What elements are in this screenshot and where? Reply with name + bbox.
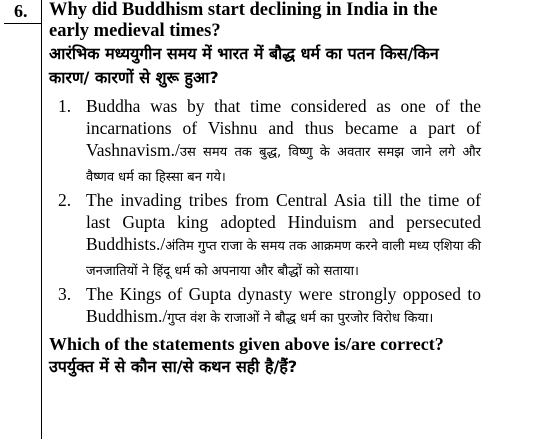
statement-text-hindi: गुप्त वंश के राजाओं ने बौद्ध धर्म का पुरजोर विरोध किया। (167, 311, 434, 326)
statement-text-hindi: उस समय तक बुद्ध, विष्णु के अवतार समझ जाने लगे और वैष्णव धर्म का हिस्सा बन गये। (86, 145, 481, 185)
statement-list (49, 95, 481, 330)
statement-text-english: The Kings of Gupta dynasty were strongly opposed to Buddhism./ (86, 284, 481, 326)
question-number: 6. (14, 1, 28, 21)
statement-text-hindi: अंतिम गुप्त राजा के समय तक आक्रमण करने वाली मध्य एशिया की जनजातियों ने हिंदू धर्म को अपनाया और बौद्धों को सताया। (86, 239, 481, 279)
statement-number: 2. (58, 190, 72, 210)
question-text-hindi: आरंभिक मध्ययुगीन समय में भारत में बौद्ध धर्म का पतन किस/किन कारण/ कारणों से शुरू हुआ? (49, 44, 439, 87)
statement-number: 3. (58, 284, 72, 304)
margin-rule (41, 0, 42, 439)
statement-text-english: Buddha was by that time considered as one of the incarnations of Vishnu and thus became a part of Vashnavism./ (86, 96, 481, 160)
statement-item-3 (58, 283, 481, 330)
number-rule (4, 23, 41, 24)
prompt-text-english: Which of the statements given above is/are correct? (49, 334, 444, 354)
question-text-english: Why did Buddhism start declining in India in the early medieval times? (49, 0, 438, 41)
prompt-text-hindi: उपर्युक्त में से कौन सा/से कथन सही है/हैं? (49, 357, 298, 376)
statement-number: 1. (58, 96, 72, 116)
question-body (49, 0, 481, 379)
statement-item-1 (58, 95, 481, 189)
statement-item-2 (58, 189, 481, 283)
statement-text-english: The invading tribes from Central Asia till the time of last Gupta king adopted Hinduism and persecuted Buddhists./ (86, 190, 481, 254)
question-card (4, 0, 552, 439)
